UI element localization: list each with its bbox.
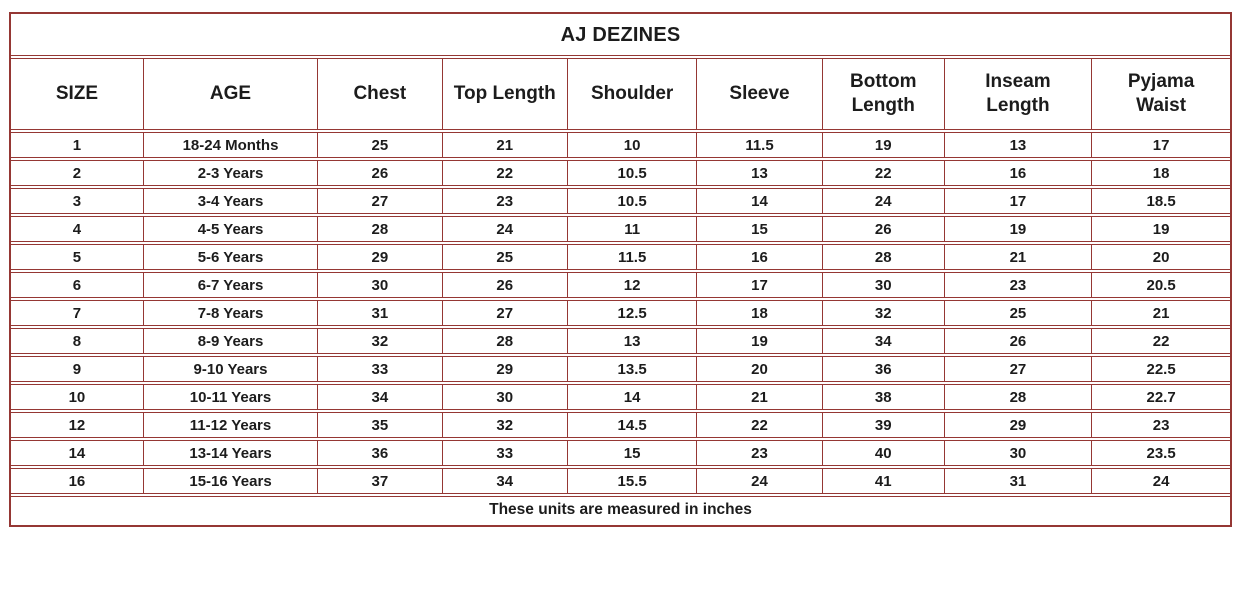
table-row	[11, 440, 1230, 466]
table-cell: 13.5	[568, 356, 697, 382]
table-cell: 22	[823, 160, 945, 186]
table-row	[11, 160, 1230, 186]
table-cell: 17	[1092, 132, 1230, 158]
column-header-top-length: Top Length	[443, 58, 569, 130]
table-cell: 35	[318, 412, 442, 438]
size-chart	[11, 14, 1230, 525]
table-cell: 11.5	[568, 244, 697, 270]
table-cell: 10	[568, 132, 697, 158]
table-cell: 19	[945, 216, 1092, 242]
table-cell: 14	[11, 440, 144, 466]
table-cell: 21	[945, 244, 1092, 270]
table-cell: 2	[11, 160, 144, 186]
table-cell: 3	[11, 188, 144, 214]
table-cell: 17	[697, 272, 823, 298]
table-cell: 34	[318, 384, 442, 410]
table-row	[11, 188, 1230, 214]
table-cell: 22	[697, 412, 823, 438]
table-cell: 16	[11, 468, 144, 494]
table-cell: 28	[823, 244, 945, 270]
table-cell: 13-14 Years	[144, 440, 318, 466]
table-cell: 29	[443, 356, 569, 382]
table-cell: 23	[697, 440, 823, 466]
table-cell: 22.5	[1092, 356, 1230, 382]
table-cell: 22	[443, 160, 569, 186]
table-cell: 10-11 Years	[144, 384, 318, 410]
units-note: These units are measured in inches	[11, 496, 1230, 523]
column-header-pyjama-waist: Pyjama Waist	[1092, 58, 1230, 130]
table-cell: 20	[697, 356, 823, 382]
table-cell: 25	[945, 300, 1092, 326]
column-header-shoulder: Shoulder	[568, 58, 697, 130]
table-cell: 9-10 Years	[144, 356, 318, 382]
table-row	[11, 328, 1230, 354]
table-cell: 4-5 Years	[144, 216, 318, 242]
table-row	[11, 216, 1230, 242]
table-cell: 3-4 Years	[144, 188, 318, 214]
table-cell: 22.7	[1092, 384, 1230, 410]
table-cell: 15-16 Years	[144, 468, 318, 494]
table-cell: 30	[823, 272, 945, 298]
column-header-row	[11, 58, 1230, 130]
table-cell: 39	[823, 412, 945, 438]
table-cell: 21	[697, 384, 823, 410]
table-cell: 18	[1092, 160, 1230, 186]
table-cell: 16	[945, 160, 1092, 186]
table-cell: 23	[443, 188, 569, 214]
page-title: AJ DEZINES	[11, 16, 1230, 56]
column-header-sleeve: Sleeve	[697, 58, 823, 130]
table-cell: 8	[11, 328, 144, 354]
column-header-chest: Chest	[318, 58, 442, 130]
table-cell: 11-12 Years	[144, 412, 318, 438]
table-cell: 30	[945, 440, 1092, 466]
column-header-bottom-length: Bottom Length	[823, 58, 945, 130]
table-cell: 11	[568, 216, 697, 242]
table-row	[11, 132, 1230, 158]
table-cell: 26	[318, 160, 442, 186]
table-cell: 14	[568, 384, 697, 410]
table-cell: 32	[443, 412, 569, 438]
table-cell: 27	[945, 356, 1092, 382]
table-cell: 28	[443, 328, 569, 354]
table-cell: 38	[823, 384, 945, 410]
table-row	[11, 356, 1230, 382]
table-cell: 22	[1092, 328, 1230, 354]
table-cell: 34	[443, 468, 569, 494]
table-cell: 31	[945, 468, 1092, 494]
table-cell: 28	[318, 216, 442, 242]
table-cell: 40	[823, 440, 945, 466]
table-cell: 7-8 Years	[144, 300, 318, 326]
table-cell: 9	[11, 356, 144, 382]
table-cell: 25	[318, 132, 442, 158]
table-cell: 32	[318, 328, 442, 354]
size-chart-table	[9, 12, 1232, 527]
table-cell: 26	[823, 216, 945, 242]
table-cell: 19	[697, 328, 823, 354]
table-cell: 5	[11, 244, 144, 270]
table-cell: 12.5	[568, 300, 697, 326]
table-cell: 13	[697, 160, 823, 186]
table-cell: 23	[1092, 412, 1230, 438]
table-cell: 32	[823, 300, 945, 326]
table-cell: 21	[1092, 300, 1230, 326]
table-cell: 27	[443, 300, 569, 326]
table-cell: 30	[318, 272, 442, 298]
table-cell: 23.5	[1092, 440, 1230, 466]
table-cell: 29	[318, 244, 442, 270]
table-cell: 24	[823, 188, 945, 214]
table-cell: 4	[11, 216, 144, 242]
table-cell: 17	[945, 188, 1092, 214]
table-cell: 37	[318, 468, 442, 494]
table-cell: 26	[945, 328, 1092, 354]
column-header-size: SIZE	[11, 58, 144, 130]
table-cell: 14.5	[568, 412, 697, 438]
table-cell: 15.5	[568, 468, 697, 494]
table-cell: 33	[443, 440, 569, 466]
table-cell: 2-3 Years	[144, 160, 318, 186]
table-cell: 11.5	[697, 132, 823, 158]
table-row	[11, 244, 1230, 270]
table-cell: 12	[568, 272, 697, 298]
table-cell: 36	[823, 356, 945, 382]
size-chart-body	[11, 132, 1230, 494]
table-cell: 12	[11, 412, 144, 438]
table-cell: 24	[443, 216, 569, 242]
column-header-inseam-length: Inseam Length	[945, 58, 1092, 130]
table-cell: 30	[443, 384, 569, 410]
table-cell: 13	[568, 328, 697, 354]
title-row	[11, 16, 1230, 56]
table-row	[11, 272, 1230, 298]
table-cell: 15	[697, 216, 823, 242]
table-cell: 13	[945, 132, 1092, 158]
table-cell: 14	[697, 188, 823, 214]
table-cell: 8-9 Years	[144, 328, 318, 354]
table-cell: 15	[568, 440, 697, 466]
table-cell: 1	[11, 132, 144, 158]
table-cell: 24	[1092, 468, 1230, 494]
table-cell: 7	[11, 300, 144, 326]
table-cell: 18.5	[1092, 188, 1230, 214]
table-cell: 10.5	[568, 160, 697, 186]
table-cell: 10.5	[568, 188, 697, 214]
table-cell: 5-6 Years	[144, 244, 318, 270]
table-row	[11, 384, 1230, 410]
table-cell: 27	[318, 188, 442, 214]
table-cell: 19	[1092, 216, 1230, 242]
table-cell: 6-7 Years	[144, 272, 318, 298]
column-header-age: AGE	[144, 58, 318, 130]
table-cell: 31	[318, 300, 442, 326]
table-cell: 23	[945, 272, 1092, 298]
footer-row	[11, 496, 1230, 523]
table-cell: 29	[945, 412, 1092, 438]
table-cell: 41	[823, 468, 945, 494]
table-cell: 6	[11, 272, 144, 298]
table-cell: 16	[697, 244, 823, 270]
table-cell: 24	[697, 468, 823, 494]
table-cell: 21	[443, 132, 569, 158]
table-row	[11, 412, 1230, 438]
table-cell: 34	[823, 328, 945, 354]
table-cell: 18-24 Months	[144, 132, 318, 158]
table-cell: 18	[697, 300, 823, 326]
table-cell: 33	[318, 356, 442, 382]
table-row	[11, 300, 1230, 326]
table-cell: 20	[1092, 244, 1230, 270]
table-cell: 28	[945, 384, 1092, 410]
table-row	[11, 468, 1230, 494]
table-cell: 20.5	[1092, 272, 1230, 298]
table-cell: 26	[443, 272, 569, 298]
table-cell: 10	[11, 384, 144, 410]
table-cell: 25	[443, 244, 569, 270]
table-cell: 19	[823, 132, 945, 158]
table-cell: 36	[318, 440, 442, 466]
